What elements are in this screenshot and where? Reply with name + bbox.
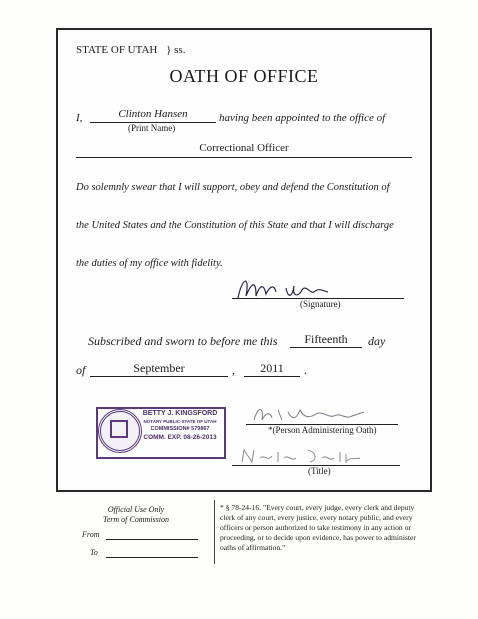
sworn-text: Subscribed and sworn to before me this — [88, 334, 278, 348]
print-name-caption: (Print Name) — [128, 123, 176, 133]
sworn-month-field: September — [90, 361, 228, 377]
title-handwriting-icon — [238, 446, 368, 466]
seal-emblem-icon — [110, 420, 128, 438]
oath-line-1: Do solemnly swear that I will support, obey and defend the Constitution of — [76, 182, 390, 193]
notary-title: NOTARY PUBLIC-STATE OF UTAH — [143, 419, 217, 424]
period-label: . — [304, 363, 307, 377]
state-header — [76, 44, 185, 56]
notary-name: BETTY J. KINGSFORD — [142, 410, 218, 417]
appointment-prefix: I, — [76, 112, 83, 124]
footer-divider — [214, 500, 215, 564]
oath-line-3: the duties of my office with fidelity. — [76, 258, 223, 269]
print-name-field: Clinton Hansen — [90, 108, 216, 123]
signature-caption: (Signature) — [300, 299, 341, 309]
administering-caption: *(Person Administering Oath) — [268, 425, 377, 435]
to-field — [106, 556, 198, 558]
from-field — [106, 538, 198, 540]
sworn-year-field: 2011 — [244, 361, 300, 377]
comma-label: , — [232, 363, 235, 377]
page-title: OATH OF OFFICE — [169, 66, 319, 86]
ss-label: } ss. — [166, 44, 186, 56]
state-label: STATE OF UTAH — [76, 44, 158, 56]
day-label: day — [368, 334, 386, 348]
to-label: To — [90, 548, 98, 557]
of-label: of — [76, 363, 86, 377]
notary-expiration: COMM. EXP. 08-26-2013 — [143, 434, 217, 441]
official-use-box — [56, 505, 216, 525]
term-heading: Term of Commission — [103, 515, 169, 524]
statute-text: * § 78-24-16. "Every court, every judge, every clerk and deputy clerk of any court, every justice, every notary public, and every officers or person authorized to take testimony in any action or proceeding, or to decide upon evidence, has power to administer oaths of affirmation." — [220, 503, 416, 552]
appointment-suffix: having been appointed to the office of — [219, 112, 386, 124]
oath-line-2: the United States and the Constitution of this State and that I will discharge — [76, 220, 394, 231]
title-caption: (Title) — [308, 466, 331, 476]
office-field: Correctional Officer — [76, 142, 412, 158]
from-label: From — [82, 530, 100, 539]
official-use-heading: Official Use Only — [107, 505, 165, 514]
notary-commission: COMMISSION# 579867 — [150, 426, 210, 432]
sworn-day-field: Fifteenth — [290, 332, 362, 348]
